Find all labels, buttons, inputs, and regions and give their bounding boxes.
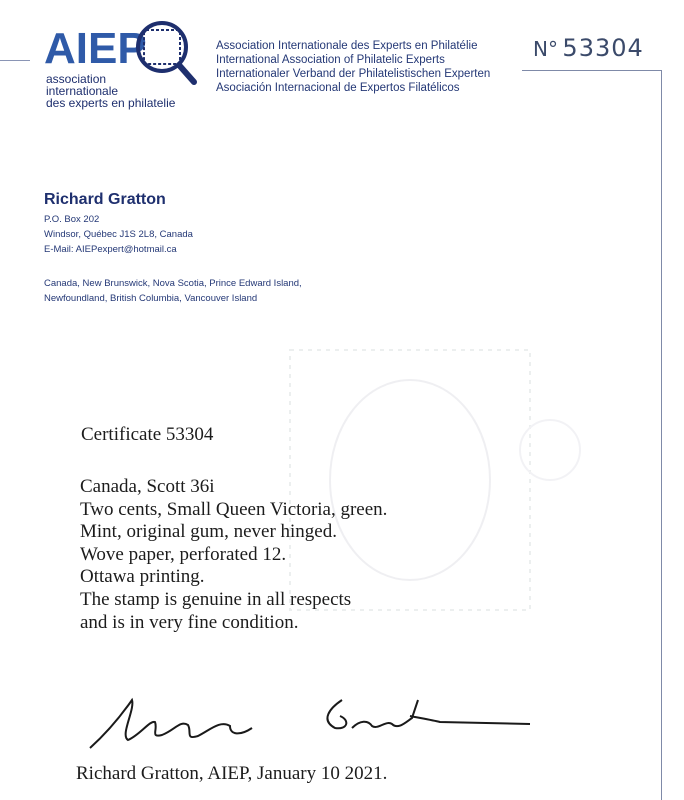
logo-sub-3: des experts en philatelie	[46, 96, 176, 110]
description-line: Wove paper, perforated 12.	[80, 543, 287, 565]
email-line: E-Mail: AIEPexpert@hotmail.ca	[44, 244, 177, 255]
territory-line: Canada, New Brunswick, Nova Scotia, Prince Edward Island,	[44, 278, 302, 289]
association-name-es: Asociación Internacional de Expertos Filatélicos	[216, 82, 460, 94]
stamp-description	[80, 476, 387, 634]
number-label: N°	[533, 37, 558, 61]
address-line: Windsor, Québec J1S 2L8, Canada	[44, 229, 193, 240]
logo-sub-2: internationale	[46, 84, 119, 98]
territory-line: Newfoundland, British Columbia, Vancouver Island	[44, 293, 258, 304]
description-line: Two cents, Small Queen Victoria, green.	[80, 498, 388, 520]
logo-sub-1: association	[46, 72, 107, 86]
expert-name: Richard Gratton	[44, 191, 166, 208]
logo-brand: AIEP	[44, 24, 147, 73]
description-line: Canada, Scott 36i	[80, 476, 215, 497]
association-name-fr: Association Internationale des Experts en Philatélie	[216, 40, 478, 52]
signature-line: Richard Gratton, AIEP, January 10 2021.	[76, 763, 388, 784]
expert-territories	[44, 276, 302, 306]
header-rule	[0, 60, 30, 61]
handwritten-signature	[80, 680, 540, 760]
description-line: and is in very fine condition.	[80, 611, 299, 633]
association-names	[216, 39, 490, 95]
description-line: Mint, original gum, never hinged.	[80, 521, 337, 543]
certificate-number	[533, 34, 644, 62]
frame-right-rule	[661, 70, 662, 800]
expert-address	[44, 212, 193, 257]
association-name-de: Internationaler Verband der Philatelistischen Experten	[216, 68, 491, 80]
frame-top-rule	[522, 70, 662, 71]
description-line: Ottawa printing.	[80, 566, 205, 588]
number-value: 53304	[562, 34, 644, 62]
description-line: The stamp is genuine in all respects	[80, 588, 352, 610]
association-name-en: International Association of Philatelic Experts	[216, 54, 445, 66]
address-line: P.O. Box 202	[44, 214, 100, 225]
certificate-title: Certificate 53304	[81, 424, 214, 445]
